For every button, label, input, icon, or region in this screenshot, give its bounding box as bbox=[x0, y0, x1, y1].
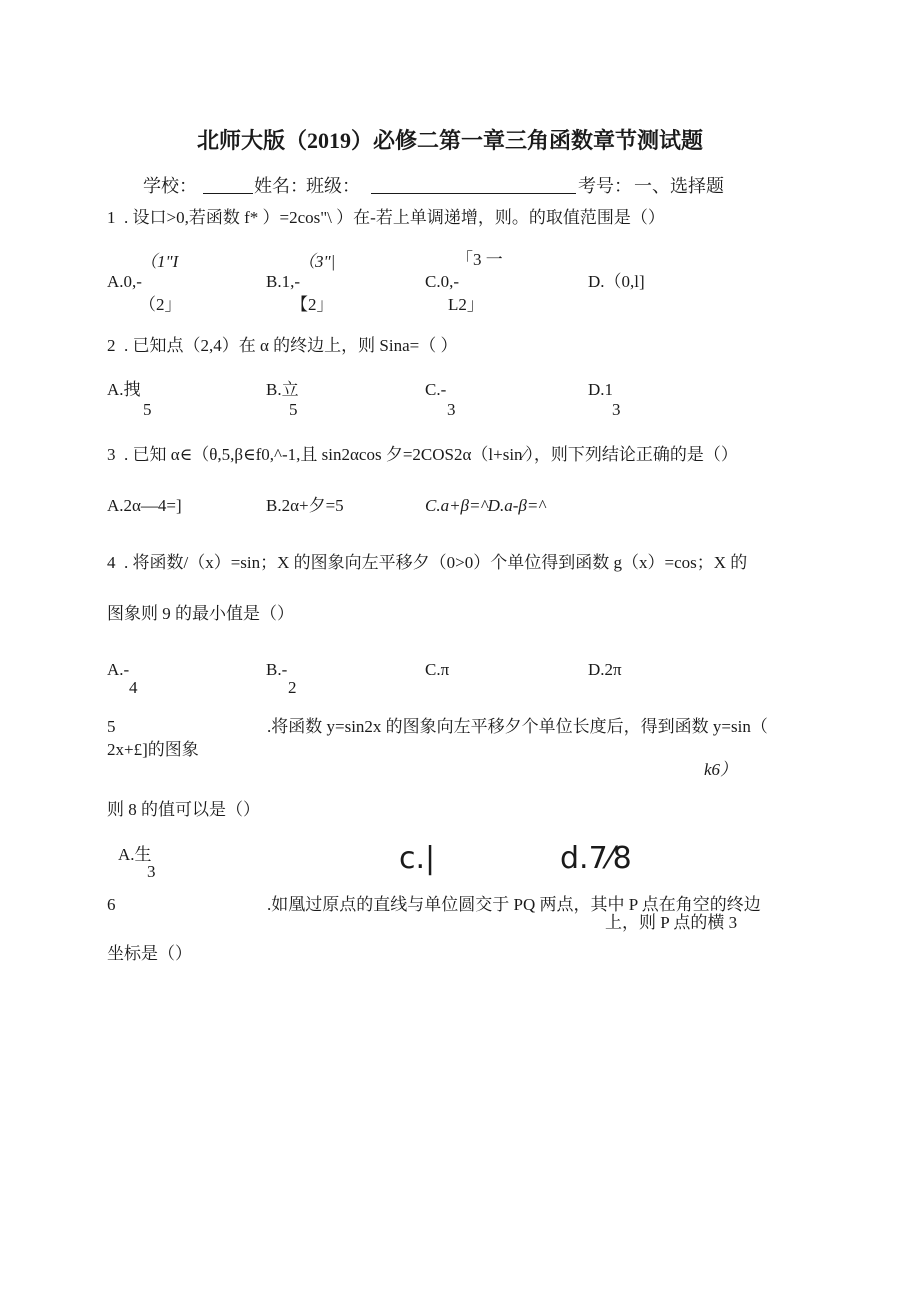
option-d[interactable]: D.2π bbox=[588, 660, 622, 679]
option-b-bottom: 【2」 bbox=[291, 295, 334, 314]
question-stem: . 将函数/（x）=sin；X 的图象向左平移夕（0>0）个单位得到函数 g（x）=cos；X 的 bbox=[124, 553, 748, 572]
option-a-denominator: 3 bbox=[147, 862, 156, 881]
question-stem: .如凰过原点的直线与单位圆交于 PQ 两点，其中 P 点在角空的终边 bbox=[267, 895, 761, 914]
option-b-top: （3"| bbox=[298, 252, 336, 271]
question-stem: . 设口>0,若函数 f* ）=2cos"\ ）在-若上单调递增，则。的取值范围是（） bbox=[124, 208, 665, 227]
question-number: 5 bbox=[107, 717, 116, 736]
question-number: 1 bbox=[107, 208, 116, 227]
option-d[interactable]: D.1 bbox=[588, 380, 614, 399]
option-a[interactable]: A.2α—4=] bbox=[107, 496, 182, 515]
class-blank[interactable] bbox=[371, 193, 576, 194]
question-number: 6 bbox=[107, 895, 116, 914]
question-stem-continued: 则 8 的值可以是（） bbox=[107, 800, 260, 819]
option-a[interactable]: A.生 bbox=[118, 845, 152, 864]
school-label: 学校： bbox=[143, 176, 197, 196]
page-title: 北师大版（2019）必修二第一章三角函数章节测试题 bbox=[197, 128, 704, 153]
option-c-denominator: 3 bbox=[447, 400, 456, 419]
question-stem-sub: 上，则 P 点的横 3 bbox=[605, 913, 738, 932]
question-stem: .将函数 y=sin2x 的图象向左平移夕个单位长度后，得到函数 y=sin（ bbox=[267, 717, 768, 736]
option-d[interactable]: D.（0,l] bbox=[588, 272, 645, 291]
option-b[interactable]: B.1,- bbox=[266, 272, 300, 291]
option-d[interactable]: d.7⁄8 bbox=[560, 841, 632, 876]
question-stem-formula: 2x+£]的图象 bbox=[107, 740, 199, 759]
school-blank[interactable] bbox=[203, 193, 253, 194]
question-stem: . 已知 α∈（θ,5,β∈f0,^-1,且 sin2αcos 夕=2COS2α（l+sin⁄），则下列结论正确的是（） bbox=[124, 445, 738, 464]
option-a-bottom: （2」 bbox=[139, 295, 182, 314]
option-d-denominator: 3 bbox=[612, 400, 621, 419]
option-b-denominator: 2 bbox=[288, 678, 297, 697]
option-c-top: 「3 一 bbox=[456, 250, 503, 269]
option-a-top: （1"I bbox=[140, 252, 179, 271]
name-label: 姓名： bbox=[254, 176, 308, 196]
option-a-denominator: 4 bbox=[129, 678, 138, 697]
option-c[interactable]: C.π bbox=[425, 660, 450, 679]
option-b[interactable]: B.- bbox=[266, 660, 288, 679]
option-a[interactable]: A.0,- bbox=[107, 272, 142, 291]
formula-fragment: k6） bbox=[704, 760, 738, 779]
option-b[interactable]: B.立 bbox=[266, 380, 299, 399]
option-b-denominator: 5 bbox=[289, 400, 298, 419]
option-a-denominator: 5 bbox=[143, 400, 152, 419]
question-number: 3 bbox=[107, 445, 116, 464]
class-label: 班级： bbox=[306, 176, 360, 196]
question-stem: . 已知点（2,4）在 α 的终边上，则 Sina=（ ） bbox=[124, 336, 458, 355]
option-c-d[interactable]: C.a+β=^D.a-β=^ bbox=[425, 496, 546, 515]
option-a[interactable]: A.拽 bbox=[107, 380, 141, 399]
option-c-bottom: L2」 bbox=[448, 295, 484, 314]
question-stem-continued: 图象则 9 的最小值是（） bbox=[107, 604, 294, 623]
option-c[interactable]: C.- bbox=[425, 380, 447, 399]
question-stem-continued: 坐标是（） bbox=[107, 944, 192, 963]
question-number: 4 bbox=[107, 553, 116, 572]
question-number: 2 bbox=[107, 336, 116, 355]
option-b[interactable]: B.2α+夕=5 bbox=[266, 496, 344, 515]
exam-number-label: 考号： bbox=[578, 176, 632, 196]
section-heading: 一、选择题 bbox=[634, 176, 724, 196]
option-c[interactable]: c.| bbox=[399, 841, 436, 876]
option-a[interactable]: A.- bbox=[107, 660, 130, 679]
option-c[interactable]: C.0,- bbox=[425, 272, 459, 291]
